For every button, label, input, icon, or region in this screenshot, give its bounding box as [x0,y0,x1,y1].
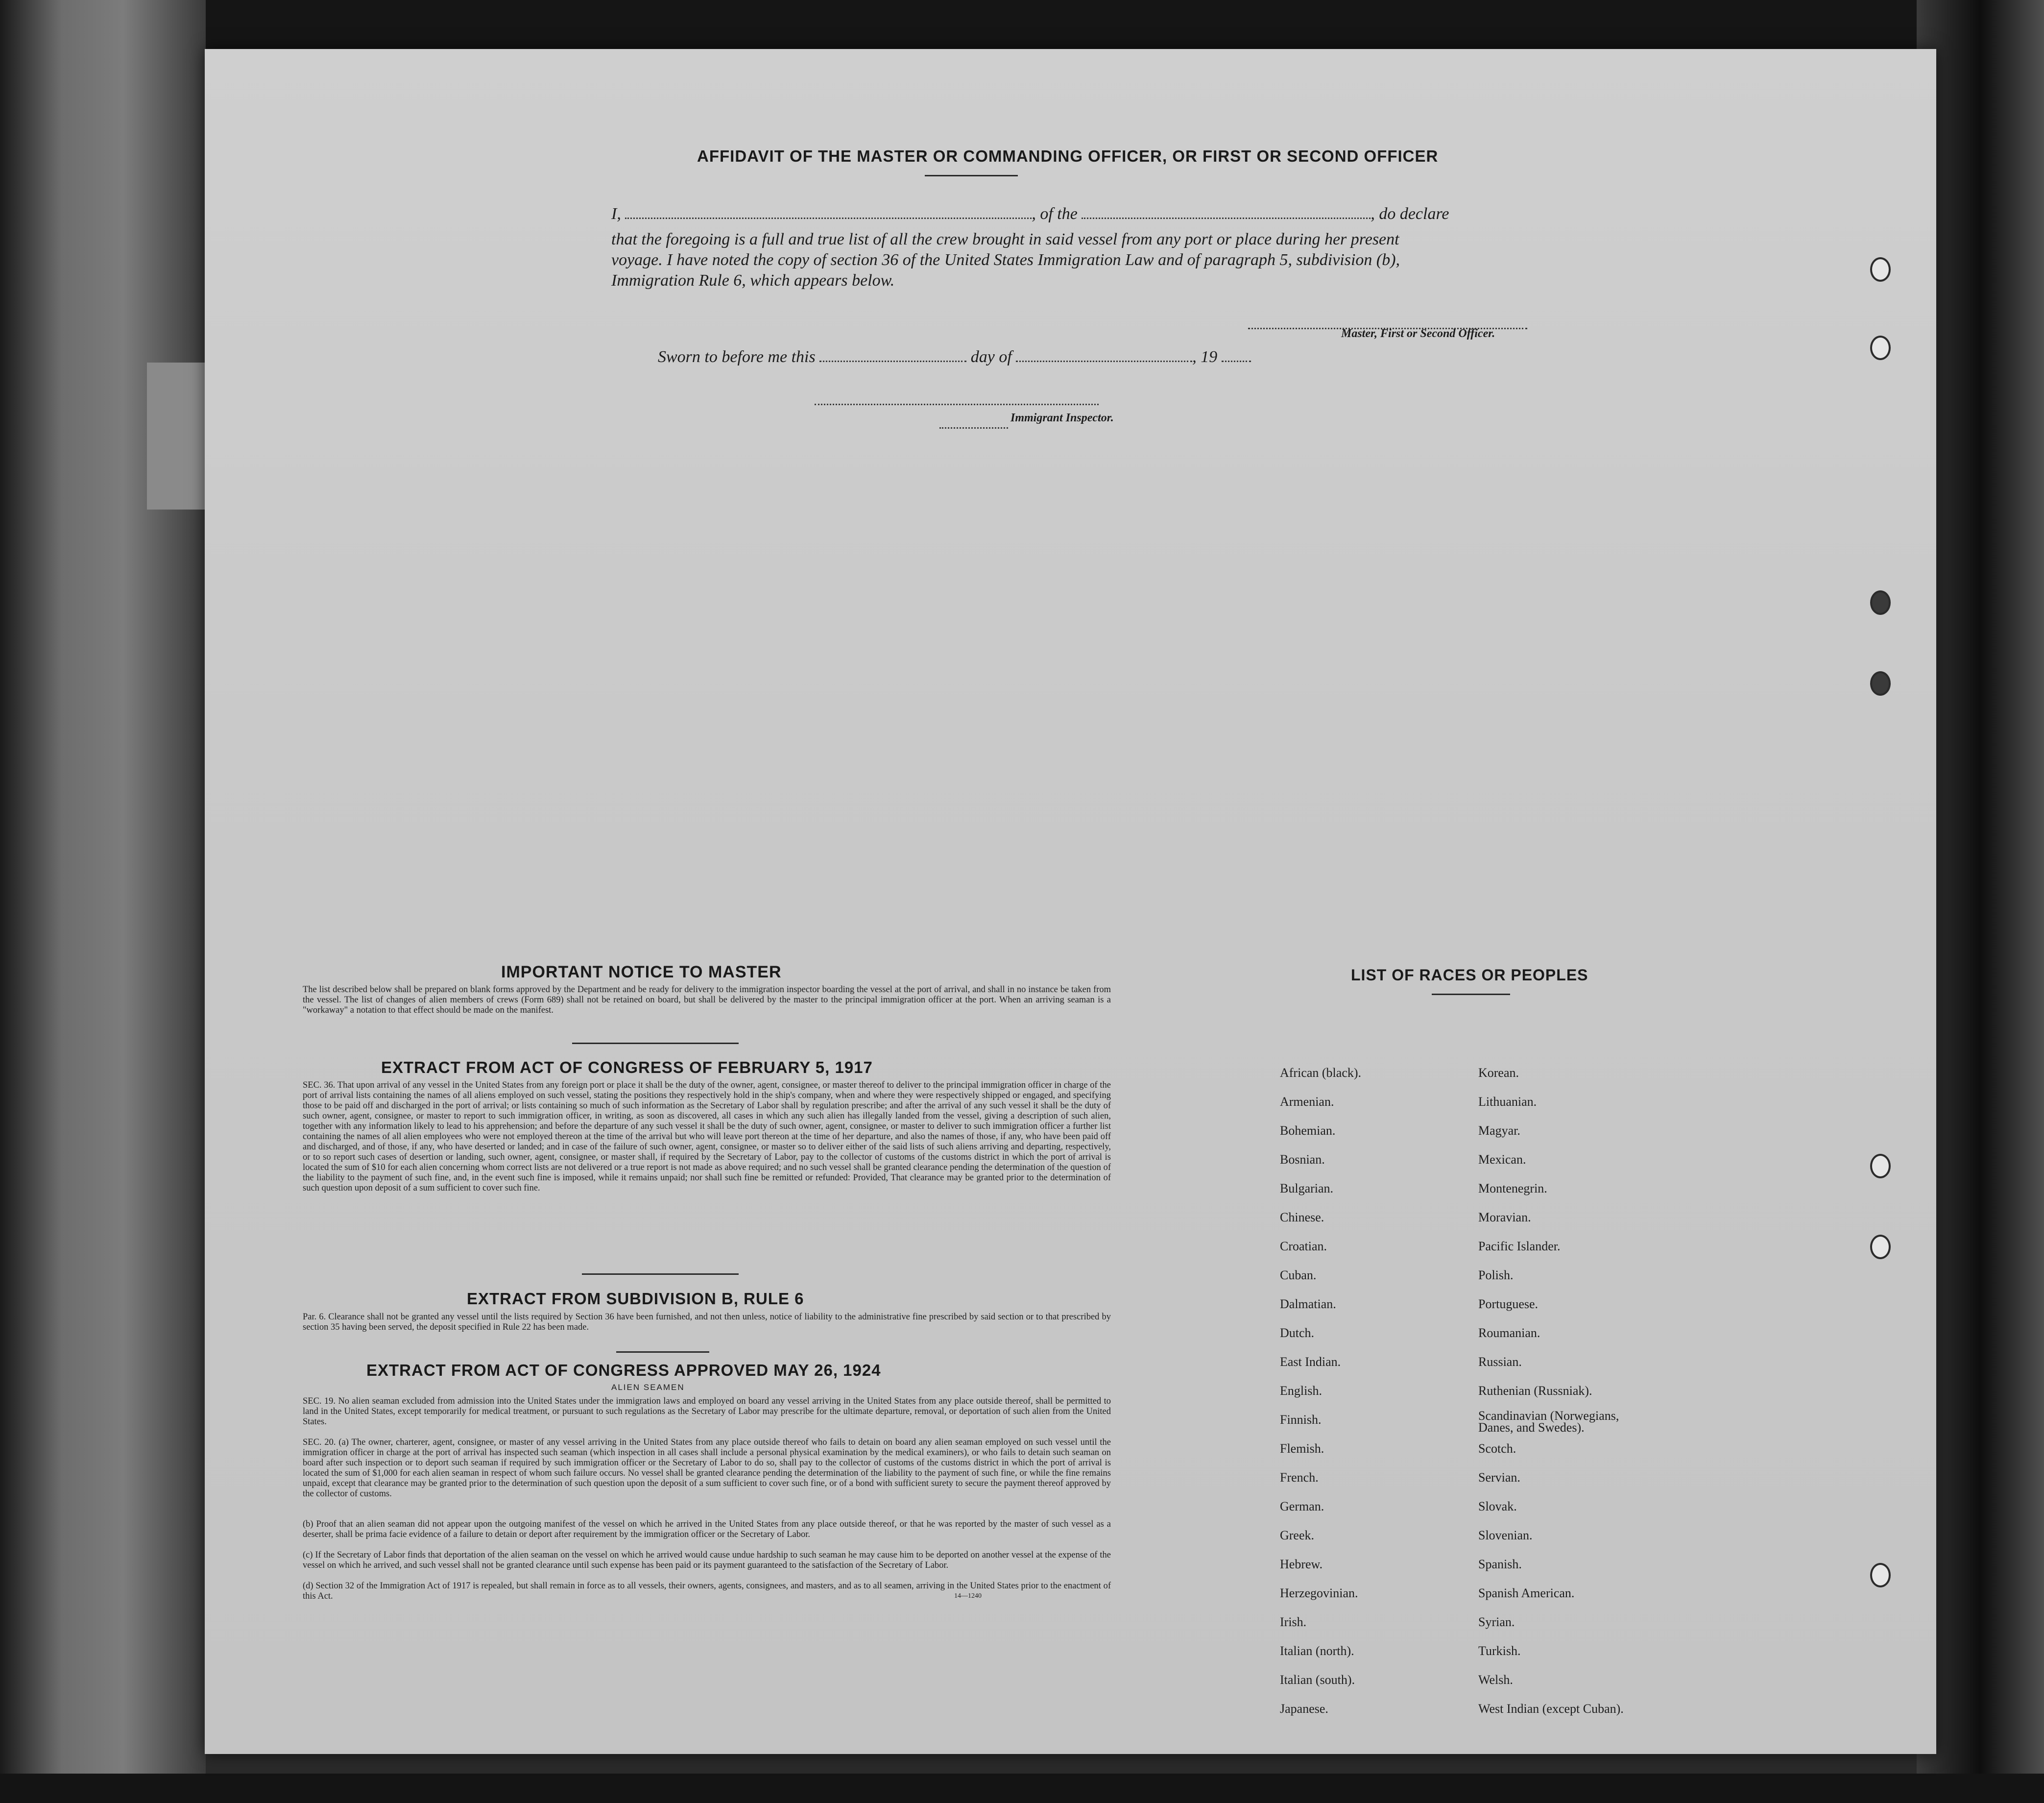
race-item: Syrian. [1478,1615,1515,1629]
form-number: 14—1240 [954,1592,982,1600]
race-item: Magyar. [1478,1123,1520,1138]
notice-title: IMPORTANT NOTICE TO MASTER [501,963,782,981]
declarant-label: I, [611,205,621,223]
race-item: Hebrew. [1280,1557,1323,1571]
race-item: Polish. [1478,1268,1514,1282]
declare-label: , do declare [1371,205,1449,223]
extract-rule6-rule [616,1351,709,1353]
sworn-year-field[interactable] [1222,349,1251,362]
notice-rule [572,1043,739,1044]
race-item: Italian (south). [1280,1673,1355,1687]
extract-1924-subtitle: ALIEN SEAMEN [611,1383,685,1392]
extract-1917-text: SEC. 36. That upon arrival of any vessel in the United States from any foreign port or place it shall be the duty of the owner, agent, consignee, or master thereof to deliver to the principal immigration officer in charge of the port of arrival lists containing the names of all aliens employed on such vessel, stating the positions they respectively hold in the ship's company, when and where they were respectively shipped or engaged, and specifying those to be paid off and discharged in the port of arrival; or lists containing so much of such information as the Secretary of Labor shall by regulation prescribe; and after the arrival of any such vessel it shall be the duty of such owner, agent, consignee, or master to report to such immigration officer, in writing, as soon as discovered, all cases in which any such alien has illegally landed from the vessel, giving a description of such alien, together with any information likely to lead to his apprehension; and before the departure of any such vessel it shall be the duty of such owner, agent, consignee, or master to deliver to such immigration officer a further list containing the names of all alien employees who were not employed thereon at the time of the arrival but who will leave port thereon at the time of her departure, and also the names of those, if any, who have been paid off and discharged, and of those, if any, who have deserted or landed; and in case of the failure of such owner, agent, consignee, or master so to deliver either of the said lists of such aliens arriving and departing, respectively, or to so report such cases of desertion or landing, such owner, agent, consignee, or master shall, if required by the Secretary of Labor, pay to the collector of customs of the customs district in which the port of arrival is located the sum of $10 for each alien concerning whom correct lists are not delivered or a true report is not made as above required; and no such vessel shall be granted clearance pending the determination of the question of the liability to the payment of such fine, and, in the event such fine is imposed, while it remains unpaid; nor shall such fine be remitted or refunded: Provided, That clearance may be granted prior to the determination of such question upon deposit of a sum sufficient to cover such fine. [303,1080,1111,1193]
affidavit-line-1 [611,205,1449,223]
extract-1924-sec20c: (c) If the Secretary of Labor finds that deportation of the alien seaman on the vessel on which he arrived would cause undue hardship to such seaman he may cause him to be deported on another vessel at the expense of the vessel on which he arrived, and such vessel shall not be granted clearance until such expense has been paid or its payment guaranteed to the satisfaction of the Secretary of Labor. [303,1550,1111,1570]
race-item: Russian. [1478,1355,1522,1369]
affidavit-line-4: Immigration Rule 6, which appears below. [611,271,895,290]
race-item: East Indian. [1280,1355,1341,1369]
race-item: French. [1280,1470,1319,1485]
race-item: Finnish. [1280,1413,1322,1427]
race-item: Slovenian. [1478,1528,1533,1542]
race-item: African (black). [1280,1066,1362,1080]
vessel-name-field[interactable] [1082,206,1371,219]
day-of-label: day of [970,348,1012,366]
affidavit-title-rule [925,175,1018,176]
scan-frame-bottom [0,1774,2044,1803]
race-item: Bulgarian. [1280,1181,1334,1195]
race-item: Italian (north). [1280,1644,1354,1658]
binder-hole [1870,671,1891,696]
race-item: Cuban. [1280,1268,1317,1282]
year-label: , 19 [1192,348,1218,366]
races-right-column [1478,1058,1655,1723]
extract-rule6-text: Par. 6. Clearance shall not be granted any vessel until the lists required by Section 36 have been furnished, and not then unless, notice of liability to the administrative fine prescribed by said section or to that prescribed by section 35 having been served, the deposit specified in Rule 22 has been made. [303,1312,1111,1332]
inspector-signature-field[interactable] [815,392,1099,405]
race-item: Flemish. [1280,1441,1324,1456]
race-item: Chinese. [1280,1210,1324,1224]
race-item: Irish. [1280,1615,1307,1629]
binder-hole [1870,1563,1891,1587]
race-item: Bosnian. [1280,1152,1325,1167]
sworn-line [658,348,1251,366]
extract-1917-rule [582,1273,739,1275]
affidavit-line-2: that the foregoing is a full and true list of all the crew brought in said vessel from any port or place during her present [611,230,1399,248]
race-item: Croatian. [1280,1239,1327,1253]
race-item: Dutch. [1280,1326,1315,1340]
race-item: Ruthenian (Russniak). [1478,1384,1592,1398]
extract-1924-sec20a: SEC. 20. (a) The owner, charterer, agent, consignee, or master of any vessel arriving in the United States from any place outside thereof who fails to detain on board any alien seaman employed on such vessel until the immigration officer in charge at the port of arrival has inspected such seaman (which inspection in all cases shall include a personal physical examination by the medical examiners), or who fails to detain such seaman on board after such inspection or to deport such seaman if required by such immigration officer or the Secretary of Labor to do so, shall pay to the collector of customs of the customs district in which the port of arrival is located the sum of $1,000 for each alien seaman in respect of whom such failure occurs. No vessel shall be granted clearance pending the determination of the liability to the payment of such fine, or while the fine remains unpaid, except that clearance may be granted prior to the determination of such question upon the deposit of a sum sufficient to cover such fine, or of a bond with sufficient surety to secure the payment thereof approved by the collector of customs. [303,1438,1111,1499]
binder-hole [1870,336,1891,360]
extract-rule6-title: EXTRACT FROM SUBDIVISION B, RULE 6 [467,1290,804,1308]
binder-hole [1870,257,1891,282]
extract-1924-title: EXTRACT FROM ACT OF CONGRESS APPROVED MAY 26, 1924 [366,1361,881,1379]
race-item: Pacific Islander. [1478,1239,1561,1253]
race-item: West Indian (except Cuban). [1478,1702,1624,1716]
race-item: Herzegovinian. [1280,1586,1358,1600]
document-page [205,49,1936,1754]
races-title-rule [1432,994,1510,995]
race-item: Scotch. [1478,1441,1516,1456]
race-item: Bohemian. [1280,1123,1336,1138]
race-item: Greek. [1280,1528,1315,1542]
race-item: Lithuanian. [1478,1095,1537,1109]
sworn-label: Sworn to before me this [658,348,816,366]
binder-hole [1870,1235,1891,1259]
affidavit-line-3: voyage. I have noted the copy of section 36 of the United States Immigration Law and of paragraph 5, subdivision (b), [611,251,1400,269]
race-item: Montenegrin. [1478,1181,1547,1195]
extract-1924-sec20b: (b) Proof that an alien seaman did not appear upon the outgoing manifest of the vessel on which he arrived in the United States from any place outside thereof, or that he was reported by the master of such vessel as a deserter, shall be prima facie evidence of a failure to detain or deport after requirement by the immigration officer or the Secretary of Labor. [303,1519,1111,1539]
races-title: LIST OF RACES OR PEOPLES [1351,966,1588,984]
inspector-extra-field [939,415,1008,429]
race-item: German. [1280,1499,1324,1513]
race-item: Dalmatian. [1280,1297,1336,1311]
extract-1924-sec20d: (d) Section 32 of the Immigration Act of 1917 is repealed, but shall remain in force as to all vessels, their owners, agents, consignees, and masters, and as to all seamen, arriving in the United States prior to the enactment of this Act. [303,1581,1111,1601]
race-item: English. [1280,1384,1322,1398]
scan-frame-top [0,0,2044,49]
race-item: Roumanian. [1478,1326,1540,1340]
sworn-month-field[interactable] [1016,349,1192,362]
affidavit-title: AFFIDAVIT OF THE MASTER OR COMMANDING OFFICER, OR FIRST OR SECOND OFFICER [697,147,1439,165]
race-item: Spanish. [1478,1557,1522,1571]
master-signature-label: Master, First or Second Officer. [1341,327,1495,340]
binder-hole [1870,590,1891,615]
race-item: Japanese. [1280,1702,1328,1716]
race-item: Welsh. [1478,1673,1513,1687]
race-item: Spanish American. [1478,1586,1575,1600]
vessel-label: , of the [1032,205,1078,223]
race-item: Scandinavian (Norwegians, Danes, and Swedes). [1478,1409,1619,1435]
inspector-label: Immigrant Inspector. [1010,412,1114,424]
declarant-name-field[interactable] [625,206,1032,219]
race-item: Slovak. [1478,1499,1517,1513]
scan-frame-left [0,0,206,1803]
race-item: Korean. [1478,1066,1519,1080]
race-item: Servian. [1478,1470,1520,1485]
race-item: Armenian. [1280,1095,1334,1109]
sworn-day-field[interactable] [819,349,966,362]
binder-hole [1870,1154,1891,1178]
race-item: Portuguese. [1478,1297,1539,1311]
extract-1924-sec19: SEC. 19. No alien seaman excluded from admission into the United States under the immigration laws and employed on board any vessel arriving in the United States from any place outside thereof, shall be permitted to land in the United States, except temporarily for medical treatment, or pursuant to such regulations as the Secretary of Labor may prescribe for the ultimate departure, removal, or deportation of such alien from the United States. [303,1396,1111,1427]
race-item: Moravian. [1478,1210,1531,1224]
notice-text: The list described below shall be prepared on blank forms approved by the Department and be ready for delivery to the immigration inspector boarding the vessel at the port of arrival, and shall in no instance be taken from the vessel. The list of changes of alien members of crews (Form 689) shall not be retained on board, but shall be delivered by the master to the principal immigration officer at the port. When an arriving seaman is a "workaway" a notation to that effect should be made on the manifest. [303,985,1111,1015]
race-item: Mexican. [1478,1152,1526,1167]
race-item: Turkish. [1478,1644,1521,1658]
extract-1917-title: EXTRACT FROM ACT OF CONGRESS OF FEBRUARY 5, 1917 [381,1058,873,1076]
races-left-column [1280,1058,1361,1723]
